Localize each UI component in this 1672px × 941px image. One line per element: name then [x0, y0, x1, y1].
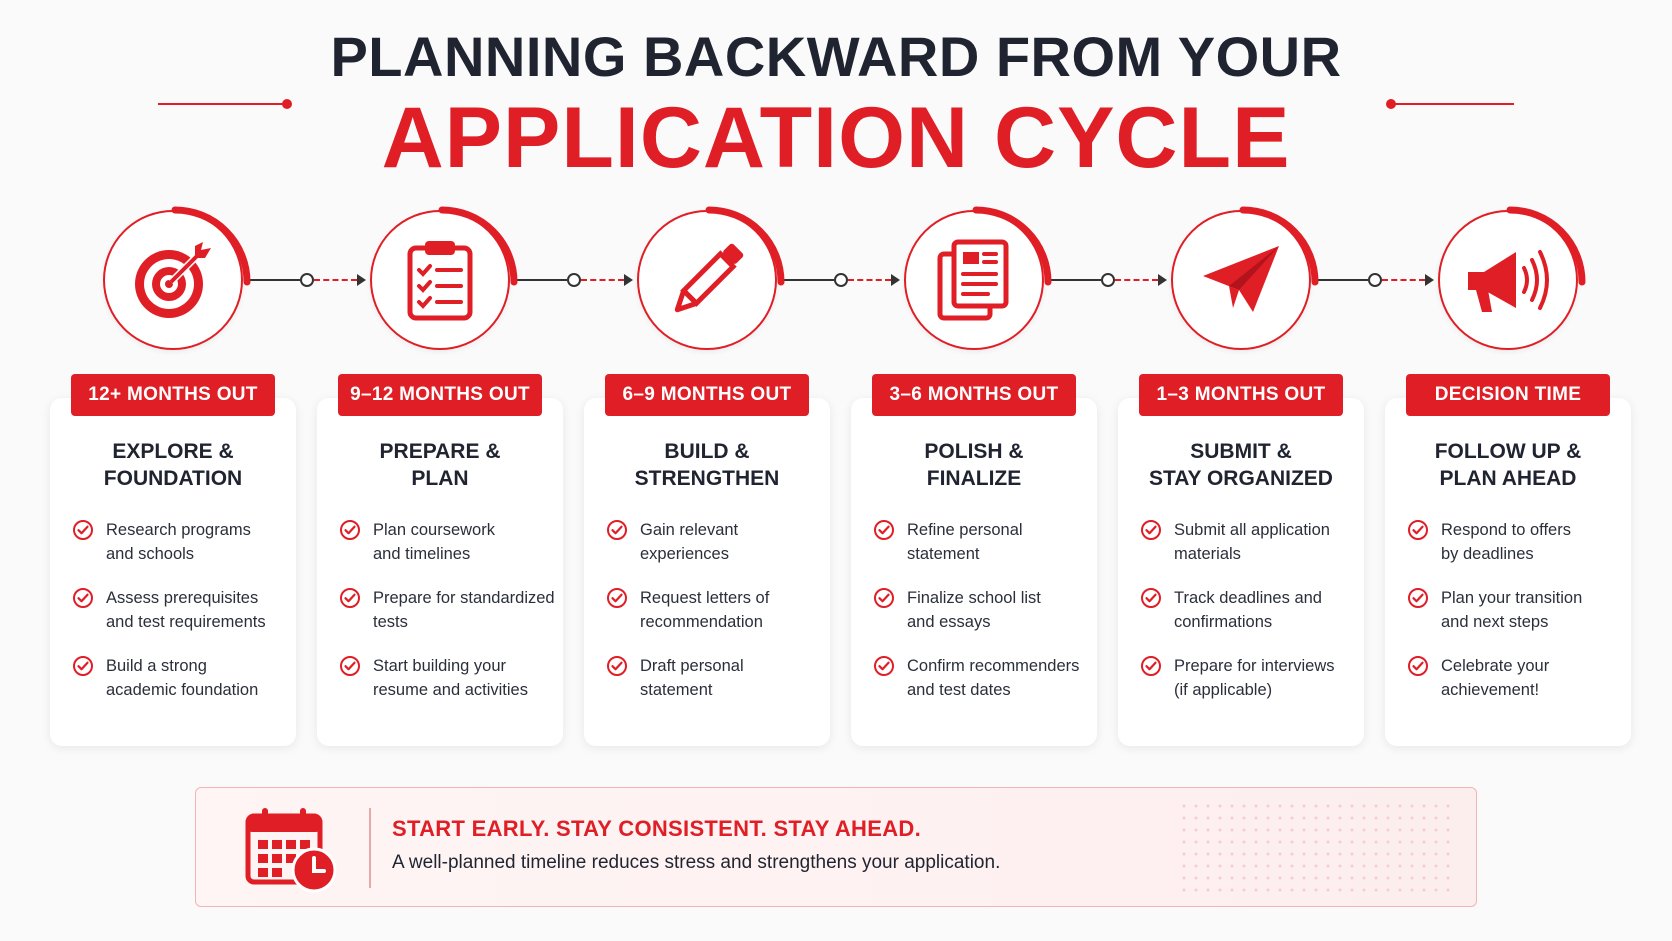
stage-title-line: FOLLOW UP & — [1434, 440, 1582, 463]
stage-task-item — [1407, 654, 1623, 702]
stage-task-list — [606, 518, 822, 722]
stage-task-line: by deadlines — [1441, 545, 1534, 563]
stage-task-item — [1407, 586, 1623, 634]
calendar-clock-icon — [244, 806, 340, 899]
stage-task-line: Finalize school list — [907, 589, 1041, 607]
stage-card — [584, 398, 830, 746]
connector-node — [834, 273, 848, 287]
stage-task-item — [873, 654, 1089, 702]
check-circle-icon — [1407, 587, 1429, 609]
stage-task-line: Plan your transition — [1441, 589, 1583, 607]
stage-task-item — [1140, 518, 1356, 566]
connector-dash — [314, 279, 358, 281]
stage-task-text — [1174, 586, 1322, 634]
stage-task-line: and next steps — [1441, 613, 1549, 631]
stage-task-line: statement — [640, 681, 713, 699]
title-line-1: PLANNING BACKWARD FROM YOUR — [330, 25, 1342, 88]
connector-dash — [581, 279, 625, 281]
stage-task-text — [640, 518, 738, 566]
stage-timeframe-badge: 9–12 MONTHS OUT — [338, 374, 542, 416]
decorative-line-left — [158, 103, 286, 105]
stage-card — [1118, 398, 1364, 746]
stage-task-item — [72, 586, 288, 634]
check-circle-icon — [72, 519, 94, 541]
decorative-line-right — [1390, 103, 1514, 105]
stage-task-text — [1174, 654, 1334, 702]
stage-icon-circle — [904, 210, 1044, 350]
stage-task-list — [1140, 518, 1356, 722]
stage-task-list — [72, 518, 288, 722]
stage-task-text — [640, 586, 769, 634]
stage-task-text — [1441, 518, 1571, 566]
stage-task-line: Respond to offers — [1441, 521, 1571, 539]
connector-node — [1368, 273, 1382, 287]
stage-title — [1385, 438, 1631, 492]
check-circle-icon — [1407, 655, 1429, 677]
decorative-dot-left — [282, 99, 292, 109]
stage-task-line: tests — [373, 613, 408, 631]
stage-title-line: SUBMIT & — [1190, 440, 1292, 463]
stage-title-line: FOUNDATION — [103, 467, 243, 490]
stage-title — [851, 438, 1097, 492]
check-circle-icon — [72, 655, 94, 677]
stage-task-text — [373, 586, 555, 634]
stage-task-list — [339, 518, 555, 722]
stage-title-line: PREPARE & — [379, 440, 501, 463]
stage-task-text — [1441, 654, 1549, 702]
stage-task-text — [1441, 586, 1582, 634]
stage-task-line: Track deadlines and — [1174, 589, 1322, 607]
stage-task-line: and essays — [907, 613, 991, 631]
footer-divider — [369, 808, 371, 888]
stage-title-line: EXPLORE & — [112, 440, 234, 463]
connector-dash — [848, 279, 892, 281]
stage-task-line: academic foundation — [106, 681, 259, 699]
stage-task-item — [606, 518, 822, 566]
stage-timeframe-badge: 12+ MONTHS OUT — [71, 374, 275, 416]
connector-line — [245, 279, 300, 281]
stage-task-item — [1407, 518, 1623, 566]
stage-title-line: PLAN AHEAD — [1439, 467, 1577, 490]
stage-card — [851, 398, 1097, 746]
stage-task-item — [72, 654, 288, 702]
connector-node — [1101, 273, 1115, 287]
target-icon — [131, 238, 215, 322]
check-circle-icon — [1140, 655, 1162, 677]
stage-title-line: STRENGTHEN — [634, 467, 780, 490]
stage-task-item — [339, 586, 555, 634]
check-circle-icon — [873, 587, 895, 609]
stage-task-line: confirmations — [1174, 613, 1273, 631]
stage-card — [317, 398, 563, 746]
check-circle-icon — [339, 587, 361, 609]
title-line-2: APPLICATION CYCLE — [381, 90, 1291, 186]
stage-task-line: Submit all application — [1174, 521, 1330, 539]
stage-timeframe-badge: 6–9 MONTHS OUT — [605, 374, 809, 416]
stage-icon-circle — [103, 210, 243, 350]
stage-task-line: recommendation — [640, 613, 763, 631]
stage-task-item — [1140, 586, 1356, 634]
stage-task-line: Prepare for interviews — [1174, 657, 1335, 675]
stage-task-line: materials — [1174, 545, 1241, 563]
footer-callout — [195, 787, 1477, 907]
check-circle-icon — [339, 519, 361, 541]
stage-task-text — [106, 654, 258, 702]
check-circle-icon — [1140, 587, 1162, 609]
stage-task-item — [873, 586, 1089, 634]
pencil-icon — [665, 238, 749, 322]
stage-icon-circle — [1438, 210, 1578, 350]
dot-pattern — [1178, 800, 1458, 896]
stage-title-line: PLAN — [411, 467, 469, 490]
stage-title-line: STAY ORGANIZED — [1149, 467, 1333, 490]
stage-task-item — [1140, 654, 1356, 702]
stage-task-line: Draft personal — [640, 657, 744, 675]
stage-task-item — [606, 586, 822, 634]
stage-card — [50, 398, 296, 746]
stage-task-line: Prepare for standardized — [373, 589, 555, 607]
check-circle-icon — [1407, 519, 1429, 541]
stage-icon-circle — [370, 210, 510, 350]
stage-task-line: Assess prerequisites — [106, 589, 259, 607]
stage-icon-circle — [637, 210, 777, 350]
connector-line — [1046, 279, 1101, 281]
clipboard-checklist-icon — [405, 238, 475, 322]
stage-title — [1118, 438, 1364, 492]
stage-task-line: Request letters of — [640, 589, 770, 607]
connector-node — [300, 273, 314, 287]
stage-task-text — [373, 654, 528, 702]
stage-icon-circle — [1171, 210, 1311, 350]
check-circle-icon — [1140, 519, 1162, 541]
check-circle-icon — [339, 655, 361, 677]
check-circle-icon — [606, 519, 628, 541]
megaphone-icon — [1464, 238, 1552, 322]
stage-task-line: Start building your — [373, 657, 506, 675]
stage-title-line: FINALIZE — [926, 467, 1022, 490]
stage-task-line: Build a strong — [106, 657, 207, 675]
stage-task-text — [640, 654, 744, 702]
check-circle-icon — [873, 519, 895, 541]
stage-task-line: achievement! — [1441, 681, 1540, 699]
stage-title — [317, 438, 563, 492]
stage-task-item — [873, 518, 1089, 566]
stage-task-text — [907, 586, 1041, 634]
paper-plane-icon — [1199, 242, 1283, 318]
check-circle-icon — [72, 587, 94, 609]
check-circle-icon — [606, 587, 628, 609]
connector-dash — [1382, 279, 1426, 281]
stage-task-line: Celebrate your — [1441, 657, 1550, 675]
stage-task-item — [606, 654, 822, 702]
timeline-icons-row — [0, 205, 1672, 355]
stage-task-line: statement — [907, 545, 980, 563]
stage-task-line: Gain relevant — [640, 521, 739, 539]
stage-task-line: Plan coursework — [373, 521, 495, 539]
connector-line — [512, 279, 567, 281]
stage-task-line: Confirm recommenders — [907, 657, 1080, 675]
stage-task-line: (if applicable) — [1174, 681, 1273, 699]
stage-task-line: and test dates — [907, 681, 1011, 699]
stage-timeframe-badge: 3–6 MONTHS OUT — [872, 374, 1076, 416]
connector-line — [1313, 279, 1368, 281]
stage-task-text — [373, 518, 495, 566]
stage-timeframe-badge: DECISION TIME — [1406, 374, 1610, 416]
connector-dash — [1115, 279, 1159, 281]
stage-task-list — [873, 518, 1089, 722]
stage-task-list — [1407, 518, 1623, 722]
documents-icon — [936, 238, 1012, 322]
footer-subtext: A well-planned timeline reduces stress and strengthens your application. — [392, 852, 1001, 873]
stage-timeframe-badge: 1–3 MONTHS OUT — [1139, 374, 1343, 416]
connector-line — [779, 279, 834, 281]
stage-task-line: resume and activities — [373, 681, 528, 699]
stage-task-line: and schools — [106, 545, 195, 563]
stage-task-item — [72, 518, 288, 566]
stage-task-item — [339, 654, 555, 702]
stage-task-line: experiences — [640, 545, 729, 563]
stage-task-text — [907, 654, 1079, 702]
connector-node — [567, 273, 581, 287]
stage-task-text — [106, 586, 266, 634]
stage-card — [1385, 398, 1631, 746]
stage-title — [584, 438, 830, 492]
stage-task-text — [1174, 518, 1330, 566]
stage-title-line: BUILD & — [664, 440, 750, 463]
stage-task-line: and timelines — [373, 545, 471, 563]
stage-task-line: and test requirements — [106, 613, 266, 631]
stage-task-item — [339, 518, 555, 566]
stage-title-line: POLISH & — [924, 440, 1024, 463]
stage-task-line: Refine personal — [907, 521, 1023, 539]
stage-task-text — [907, 518, 1023, 566]
check-circle-icon — [873, 655, 895, 677]
footer-headline: START EARLY. STAY CONSISTENT. STAY AHEAD. — [392, 816, 921, 841]
stage-task-line: Research programs — [106, 521, 251, 539]
stage-task-text — [106, 518, 251, 566]
stage-title — [50, 438, 296, 492]
check-circle-icon — [606, 655, 628, 677]
